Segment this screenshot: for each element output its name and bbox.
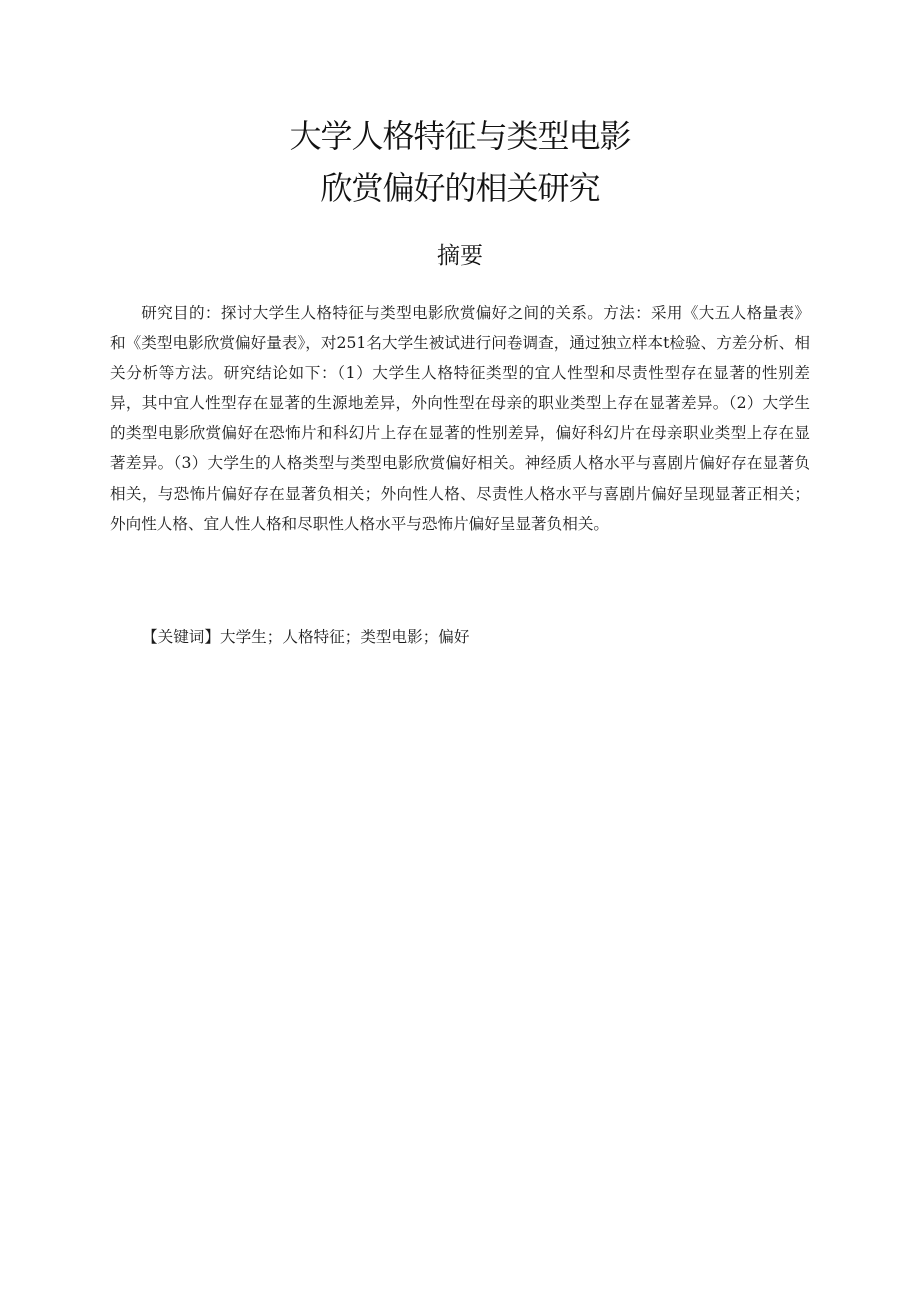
abstract-paragraph: 研究目的：探讨大学生人格特征与类型电影欣赏偏好之间的关系。方法：采用《大五人格量表》和《类型电影欣赏偏好量表》，对251名大学生被试进行问卷调查，通过独立样本t检验、方差分析、相关分析等方法。研究结论如下：（1）大学生人格特征类型的宜人性型和尽责性型存在显著的性别差异，其中宜人性型存在显著的生源地差异，外向性型在母亲的职业类型上存在显著差异。（2）大学生的类型电影欣赏偏好在恐怖片和科幻片上存在显著的性别差异，偏好科幻片在母亲职业类型上存在显著差异。（3）大学生的人格类型与类型电影欣赏偏好相关。神经质人格水平与喜剧片偏好存在显著负相关，与恐怖片偏好存在显著负相关；外向性人格、尽责性人格水平与喜剧片偏好呈现显著正相关；外向性人格、宜人性人格和尽职性人格水平与恐怖片偏好呈显著负相关。 [110,304,810,533]
document-title-line-1: 大学人格特征与类型电影 [289,117,631,155]
document-title-line-2: 欣赏偏好的相关研究 [320,169,600,207]
keywords-line: 【关键词】大学生；人格特征；类型电影；偏好 [142,628,470,646]
abstract-heading: 摘要 [437,243,483,269]
